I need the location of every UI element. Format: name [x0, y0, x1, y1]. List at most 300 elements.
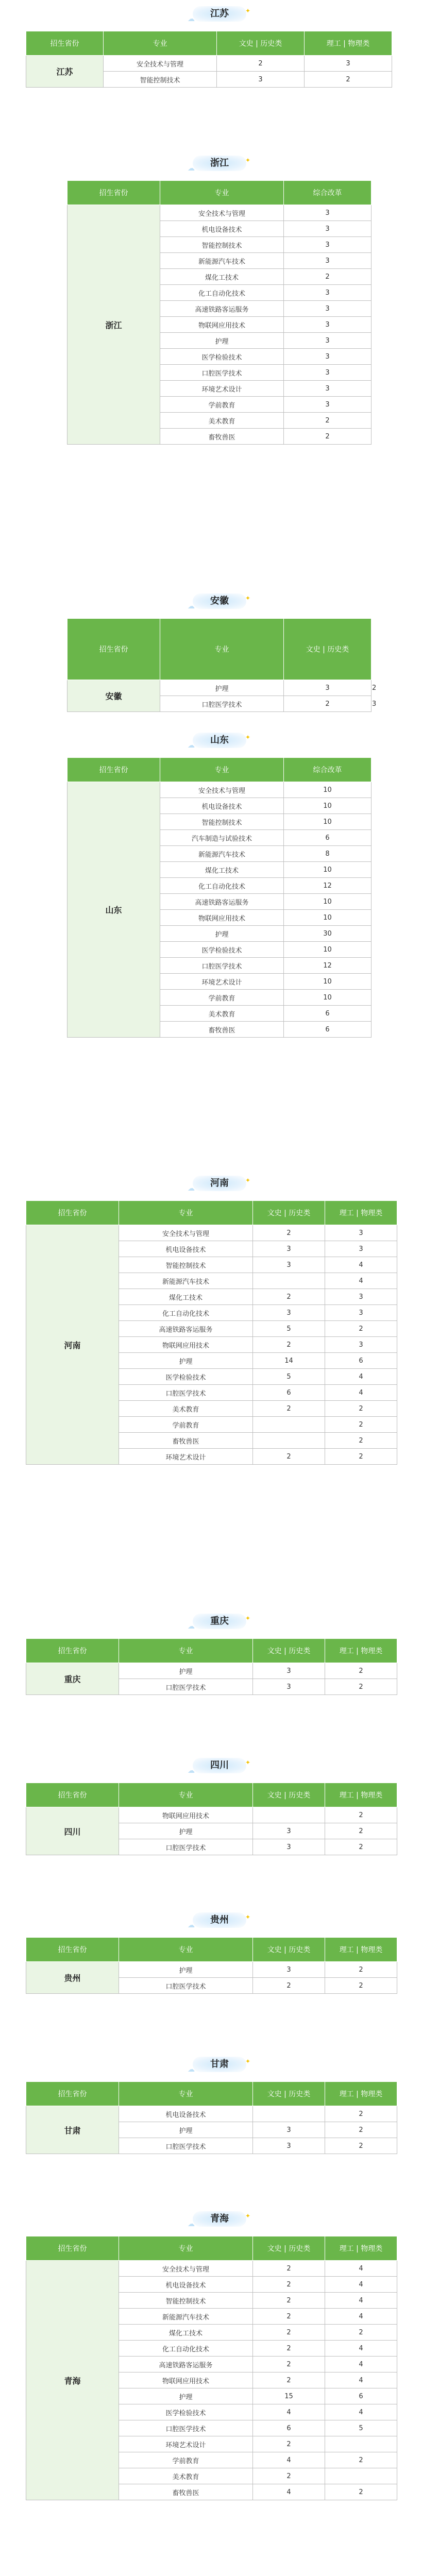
- table-row: [26, 1663, 397, 1679]
- province-section: [0, 1170, 439, 1465]
- sparkle-icon: ✦: [245, 1177, 250, 1184]
- quota-cell: 2: [253, 2372, 325, 2388]
- major-cell: 护理: [119, 2388, 253, 2404]
- sparkle-icon: ✦: [245, 734, 250, 741]
- quota-cell: 2: [284, 429, 372, 445]
- quota-cell: 3: [253, 1679, 325, 1695]
- table-row: 口腔医学技术 2 3: [67, 696, 372, 712]
- major-cell: 安全技术与管理: [104, 56, 217, 72]
- table-row: 安徽 护理 3 2: [67, 680, 372, 696]
- quota-cell: 3: [253, 1241, 325, 1257]
- column-header: 招生省份: [26, 1938, 119, 1962]
- quota-cell: [253, 1417, 325, 1433]
- province-section: [0, 2050, 439, 2154]
- quota-cell: 3: [284, 237, 372, 253]
- column-header: 专业: [119, 1938, 253, 1962]
- major-cell: 医学检验技术: [119, 2404, 253, 2420]
- quota-cell: [253, 1807, 325, 1823]
- quota-cell: 6: [284, 830, 372, 846]
- quota-cell: 4: [325, 2277, 397, 2293]
- column-header: 招生省份: [67, 619, 160, 680]
- province-title-text: 河南: [210, 1178, 229, 1189]
- admission-table: [26, 2081, 397, 2154]
- quota-cell: 6: [284, 1022, 372, 1038]
- quota-cell: 4: [325, 1273, 397, 1289]
- quota-cell: 2: [305, 72, 392, 88]
- quota-cell: 10: [284, 894, 372, 910]
- admission-table: [67, 757, 372, 1038]
- quota-cell: 2: [217, 56, 305, 72]
- major-cell: 化工自动化技术: [160, 285, 284, 301]
- major-cell: 安全技术与管理: [119, 1225, 253, 1241]
- quota-cell: 10: [284, 990, 372, 1006]
- quota-cell: 8: [284, 846, 372, 862]
- province-title-text: 四川: [210, 1760, 229, 1771]
- province-cell: 浙江: [67, 205, 160, 445]
- cloud-icon: ☁: [188, 741, 195, 750]
- major-cell: 学前教育: [119, 2452, 253, 2468]
- province-title: [188, 1614, 250, 1631]
- quota-cell: 10: [284, 910, 372, 926]
- major-cell: 美术教育: [160, 1006, 284, 1022]
- quota-cell: [325, 2436, 397, 2452]
- table-header-row: [26, 1938, 397, 1962]
- quota-cell: 10: [284, 942, 372, 958]
- quota-cell: 6: [325, 1353, 397, 1369]
- quota-cell: 2: [253, 1225, 325, 1241]
- province-section: [0, 726, 439, 1038]
- table-row: [26, 2106, 397, 2122]
- column-header: 专业: [119, 1639, 253, 1663]
- admission-table: [67, 618, 379, 712]
- province-badge-wrap: [0, 1170, 439, 1200]
- quota-cell: 4: [325, 2404, 397, 2420]
- quota-cell: 2: [325, 1401, 397, 1417]
- major-cell: 安全技术与管理: [160, 782, 284, 798]
- table-header-row: [26, 2082, 397, 2106]
- major-cell: 物联网应用技术: [119, 2372, 253, 2388]
- major-cell: 护理: [119, 1962, 253, 1978]
- province-title-text: 甘肃: [210, 2059, 229, 2070]
- major-cell: 学前教育: [160, 397, 284, 413]
- major-cell: 高速铁路客运服务: [160, 301, 284, 317]
- province-title: [188, 594, 250, 611]
- cloud-icon: ☁: [188, 164, 195, 173]
- quota-cell: [325, 2468, 397, 2484]
- quota-cell: 4: [325, 2341, 397, 2357]
- major-cell: 口腔医学技术: [160, 696, 284, 712]
- major-cell: 美术教育: [119, 2468, 253, 2484]
- table-header-row: [26, 1201, 397, 1225]
- province-title-text: 山东: [210, 735, 229, 745]
- province-title-text: 浙江: [210, 158, 229, 168]
- table-header-row: [26, 31, 392, 56]
- quota-cell: 3: [217, 72, 305, 88]
- major-cell: 化工自动化技术: [119, 1305, 253, 1321]
- column-header: 专业: [160, 619, 284, 680]
- quota-cell: 3: [325, 1337, 397, 1353]
- column-header: 文史 | 历史类: [284, 619, 372, 680]
- sparkle-icon: ✦: [245, 1913, 250, 1921]
- province-title-text: 江苏: [210, 8, 229, 19]
- quota-cell: 10: [284, 782, 372, 798]
- quota-cell: 2: [253, 2357, 325, 2372]
- quota-cell: 3: [284, 221, 372, 237]
- quota-cell: 2: [325, 1978, 397, 1994]
- province-badge-wrap: [0, 1752, 439, 1783]
- major-cell: 机电设备技术: [119, 1241, 253, 1257]
- major-cell: 护理: [119, 1663, 253, 1679]
- major-cell: 化工自动化技术: [119, 2341, 253, 2357]
- province-title: [188, 6, 250, 23]
- major-cell: 高速铁路客运服务: [119, 2357, 253, 2372]
- quota-cell: 2: [253, 2468, 325, 2484]
- major-cell: 智能控制技术: [160, 814, 284, 830]
- major-cell: 环境艺术设计: [160, 381, 284, 397]
- quota-cell: 5: [325, 2420, 397, 2436]
- table-row: [26, 1807, 397, 1823]
- quota-cell: 3: [253, 1663, 325, 1679]
- major-cell: 煤化工技术: [160, 862, 284, 878]
- quota-cell: 3: [284, 205, 372, 221]
- province-cell: 江苏: [26, 56, 104, 88]
- quota-cell: 2: [284, 696, 372, 712]
- column-header: 专业: [160, 181, 284, 205]
- province-title: [188, 1176, 250, 1193]
- sparkle-icon: ✦: [245, 1759, 250, 1766]
- quota-cell: 2: [325, 2325, 397, 2341]
- quota-cell: 15: [253, 2388, 325, 2404]
- major-cell: 护理: [119, 1823, 253, 1839]
- cloud-icon: ☁: [188, 602, 195, 611]
- province-cell: 贵州: [26, 1962, 119, 1994]
- major-cell: 高速铁路客运服务: [119, 1321, 253, 1337]
- quota-cell: 3: [253, 2138, 325, 2154]
- table-header-row: [67, 181, 372, 205]
- quota-cell: [253, 1433, 325, 1449]
- major-cell: 智能控制技术: [160, 237, 284, 253]
- column-header: 专业: [104, 31, 217, 56]
- province-badge-wrap: [0, 1607, 439, 1638]
- province-section: [0, 1607, 439, 1695]
- quota-cell: 3: [253, 1305, 325, 1321]
- quota-cell: 3: [325, 1241, 397, 1257]
- major-cell: 护理: [160, 680, 284, 696]
- major-cell: 物联网应用技术: [160, 910, 284, 926]
- province-cell: 甘肃: [26, 2106, 119, 2154]
- quota-cell: 2: [325, 2452, 397, 2468]
- quota-cell: 2: [253, 1401, 325, 1417]
- quota-cell: 4: [325, 2293, 397, 2309]
- admission-table: [26, 31, 392, 88]
- column-header: 招生省份: [67, 181, 160, 205]
- quota-cell: 2: [325, 1823, 397, 1839]
- admission-table: [26, 1937, 397, 1994]
- major-cell: 煤化工技术: [119, 2325, 253, 2341]
- column-header: 理工 | 物理类: [325, 1938, 397, 1962]
- quota-cell: 2: [325, 1433, 397, 1449]
- quota-cell: 2: [253, 2436, 325, 2452]
- table-header-row: [67, 758, 372, 782]
- province-badge-wrap: [0, 0, 439, 31]
- quota-cell: 2: [253, 1289, 325, 1305]
- quota-cell: 4: [325, 2309, 397, 2325]
- quota-cell: 4: [325, 2261, 397, 2277]
- column-header: 理工 | 物理类: [325, 1783, 397, 1807]
- quota-cell: 4: [325, 2372, 397, 2388]
- major-cell: 安全技术与管理: [160, 205, 284, 221]
- major-cell: 口腔医学技术: [119, 2420, 253, 2436]
- major-cell: 护理: [160, 926, 284, 942]
- column-header: 综合改革: [284, 181, 372, 205]
- quota-cell: 2: [284, 269, 372, 285]
- province-section: [0, 2205, 439, 2500]
- province-title: [188, 2211, 250, 2228]
- quota-cell: 6: [253, 2420, 325, 2436]
- major-cell: 口腔医学技术: [119, 1679, 253, 1695]
- column-header: 专业: [160, 758, 284, 782]
- sparkle-icon: ✦: [245, 595, 250, 602]
- quota-cell: 10: [284, 814, 372, 830]
- quota-cell: 2: [253, 2277, 325, 2293]
- major-cell: 口腔医学技术: [119, 1385, 253, 1401]
- quota-cell: 3: [253, 1839, 325, 1855]
- quota-cell: 2: [253, 2341, 325, 2357]
- column-header: 文史 | 历史类: [253, 1938, 325, 1962]
- cloud-icon: ☁: [188, 2065, 195, 2074]
- major-cell: 环境艺术设计: [119, 2436, 253, 2452]
- province-badge-wrap: [0, 2205, 439, 2236]
- quota-cell: 5: [253, 1321, 325, 1337]
- province-section: [0, 0, 439, 88]
- quota-cell: 3: [325, 1225, 397, 1241]
- major-cell: 护理: [160, 333, 284, 349]
- quota-cell: 3: [305, 56, 392, 72]
- column-header: 招生省份: [26, 2082, 119, 2106]
- quota-cell: 3: [325, 1305, 397, 1321]
- quota-cell: 2: [325, 2106, 397, 2122]
- quota-cell: 3: [284, 381, 372, 397]
- major-cell: 机电设备技术: [119, 2277, 253, 2293]
- sparkle-icon: ✦: [245, 7, 250, 14]
- column-header: 理工 | 物理类: [325, 1639, 397, 1663]
- column-header: 招生省份: [67, 758, 160, 782]
- province-title-text: 贵州: [210, 1914, 229, 1925]
- admission-table: [26, 2236, 397, 2500]
- admission-table: [26, 1783, 397, 1855]
- major-cell: 安全技术与管理: [119, 2261, 253, 2277]
- table-header-row: [26, 1639, 397, 1663]
- quota-cell: 3: [325, 1289, 397, 1305]
- province-badge-wrap: [0, 587, 439, 618]
- quota-cell: 3: [284, 253, 372, 269]
- quota-cell: 10: [284, 798, 372, 814]
- major-cell: 口腔医学技术: [160, 365, 284, 381]
- quota-cell: [253, 1273, 325, 1289]
- major-cell: 新能源汽车技术: [119, 1273, 253, 1289]
- major-cell: 智能控制技术: [119, 2293, 253, 2309]
- province-cell: 山东: [67, 782, 160, 1038]
- column-header: 招生省份: [26, 1783, 119, 1807]
- quota-cell: 14: [253, 1353, 325, 1369]
- quota-cell: 4: [325, 1257, 397, 1273]
- column-header: 招生省份: [26, 2236, 119, 2261]
- table-row: [26, 2261, 397, 2277]
- province-title: [188, 1758, 250, 1775]
- sparkle-icon: ✦: [245, 2058, 250, 2065]
- column-header: 专业: [119, 1783, 253, 1807]
- major-cell: 汽车制造与试验技术: [160, 830, 284, 846]
- major-cell: 畜牧兽医: [160, 429, 284, 445]
- major-cell: 医学检验技术: [119, 1369, 253, 1385]
- major-cell: 化工自动化技术: [160, 878, 284, 894]
- quota-cell: 12: [284, 958, 372, 974]
- major-cell: 护理: [119, 2122, 253, 2138]
- major-cell: 美术教育: [160, 413, 284, 429]
- province-section: [0, 149, 439, 445]
- quota-cell: 4: [325, 2357, 397, 2372]
- major-cell: 物联网应用技术: [160, 317, 284, 333]
- province-cell: 河南: [26, 1225, 119, 1465]
- quota-cell: 2: [325, 2138, 397, 2154]
- table-row: [26, 1225, 397, 1241]
- major-cell: 智能控制技术: [119, 1257, 253, 1273]
- quota-cell: 3: [284, 301, 372, 317]
- column-header: 招生省份: [26, 1639, 119, 1663]
- sparkle-icon: ✦: [245, 2212, 250, 2219]
- quota-cell: 3: [253, 1257, 325, 1273]
- cloud-icon: ☁: [188, 1184, 195, 1193]
- major-cell: 机电设备技术: [119, 2106, 253, 2122]
- major-cell: 环境艺术设计: [160, 974, 284, 990]
- major-cell: 口腔医学技术: [160, 958, 284, 974]
- major-cell: 畜牧兽医: [119, 1433, 253, 1449]
- major-cell: 煤化工技术: [160, 269, 284, 285]
- major-cell: 医学检验技术: [160, 349, 284, 365]
- quota-cell: 2: [325, 1321, 397, 1337]
- province-title: [188, 156, 250, 173]
- major-cell: 环境艺术设计: [119, 1449, 253, 1465]
- major-cell: 护理: [119, 1353, 253, 1369]
- quota-cell: 2: [325, 1962, 397, 1978]
- major-cell: 物联网应用技术: [119, 1807, 253, 1823]
- major-cell: 物联网应用技术: [119, 1337, 253, 1353]
- quota-cell: 30: [284, 926, 372, 942]
- province-title: [188, 2057, 250, 2074]
- column-header: 招生省份: [26, 1201, 119, 1225]
- major-cell: 学前教育: [160, 990, 284, 1006]
- table-row: [26, 56, 392, 72]
- major-cell: 学前教育: [119, 1417, 253, 1433]
- major-cell: 智能控制技术: [104, 72, 217, 88]
- quota-cell: 2: [253, 2261, 325, 2277]
- quota-cell: 4: [325, 1385, 397, 1401]
- quota-cell: 2: [253, 1337, 325, 1353]
- cloud-icon: ☁: [188, 2220, 195, 2228]
- column-header: 文史 | 历史类: [253, 1783, 325, 1807]
- quota-cell: 2: [284, 413, 372, 429]
- major-cell: 畜牧兽医: [119, 2484, 253, 2500]
- quota-cell: 6: [284, 1006, 372, 1022]
- quota-cell: 2: [253, 1978, 325, 1994]
- quota-cell: 3: [284, 333, 372, 349]
- quota-cell: 3: [284, 285, 372, 301]
- province-cell: 重庆: [26, 1663, 119, 1695]
- province-badge-wrap: [0, 726, 439, 757]
- province-title-text: 安徽: [210, 596, 229, 606]
- quota-cell: 3: [284, 397, 372, 413]
- major-cell: 畜牧兽医: [160, 1022, 284, 1038]
- column-header: 专业: [119, 2236, 253, 2261]
- column-header: 专业: [119, 2082, 253, 2106]
- province-title: [188, 733, 250, 750]
- sparkle-icon: ✦: [245, 1615, 250, 1622]
- province-badge-wrap: [0, 149, 439, 180]
- quota-cell: 2: [253, 2309, 325, 2325]
- table-header-row: 招生省份 专业 文史 | 历史类 理工 | 物理类: [67, 619, 372, 680]
- province-cell: 四川: [26, 1807, 119, 1855]
- quota-cell: 12: [284, 878, 372, 894]
- major-cell: 新能源汽车技术: [119, 2309, 253, 2325]
- column-header: 文史 | 历史类: [217, 31, 305, 56]
- quota-cell: 2: [253, 2293, 325, 2309]
- province-section: [0, 1752, 439, 1855]
- table-row: [26, 1962, 397, 1978]
- column-header: 理工 | 物理类: [305, 31, 392, 56]
- quota-cell: 2: [325, 2484, 397, 2500]
- column-header: 专业: [119, 1201, 253, 1225]
- province-section: [0, 587, 439, 712]
- table-header-row: [26, 1783, 397, 1807]
- major-cell: 美术教育: [119, 1401, 253, 1417]
- province-title-text: 重庆: [210, 1616, 229, 1626]
- major-cell: 机电设备技术: [160, 798, 284, 814]
- quota-cell: 2: [325, 1417, 397, 1433]
- quota-cell: 2: [325, 1679, 397, 1695]
- table-row: [67, 205, 372, 221]
- quota-cell: 3: [253, 1823, 325, 1839]
- quota-cell: [253, 2106, 325, 2122]
- cloud-icon: ☁: [188, 15, 195, 23]
- quota-cell: 3: [284, 317, 372, 333]
- province-badge-wrap: [0, 1906, 439, 1937]
- admission-table: [67, 180, 372, 445]
- quota-cell: 3: [284, 680, 372, 696]
- column-header: 招生省份: [26, 31, 104, 56]
- cloud-icon: ☁: [188, 1921, 195, 1929]
- quota-cell: 3: [284, 365, 372, 381]
- table-row: [67, 782, 372, 798]
- quota-cell: 2: [325, 1663, 397, 1679]
- major-cell: 机电设备技术: [160, 221, 284, 237]
- column-header: 综合改革: [284, 758, 372, 782]
- major-cell: 新能源汽车技术: [160, 253, 284, 269]
- province-cell: 青海: [26, 2261, 119, 2500]
- quota-cell: 2: [325, 1839, 397, 1855]
- major-cell: 医学检验技术: [160, 942, 284, 958]
- quota-cell: 2: [253, 1449, 325, 1465]
- major-cell: 口腔医学技术: [119, 2138, 253, 2154]
- quota-cell: 3: [253, 2122, 325, 2138]
- quota-cell: 10: [284, 862, 372, 878]
- quota-cell: 2: [325, 1449, 397, 1465]
- major-cell: 新能源汽车技术: [160, 846, 284, 862]
- column-header: 文史 | 历史类: [253, 1201, 325, 1225]
- quota-cell: 4: [253, 2484, 325, 2500]
- column-header: 理工 | 物理类: [325, 2082, 397, 2106]
- quota-cell: 3: [253, 1962, 325, 1978]
- column-header: 文史 | 历史类: [253, 1639, 325, 1663]
